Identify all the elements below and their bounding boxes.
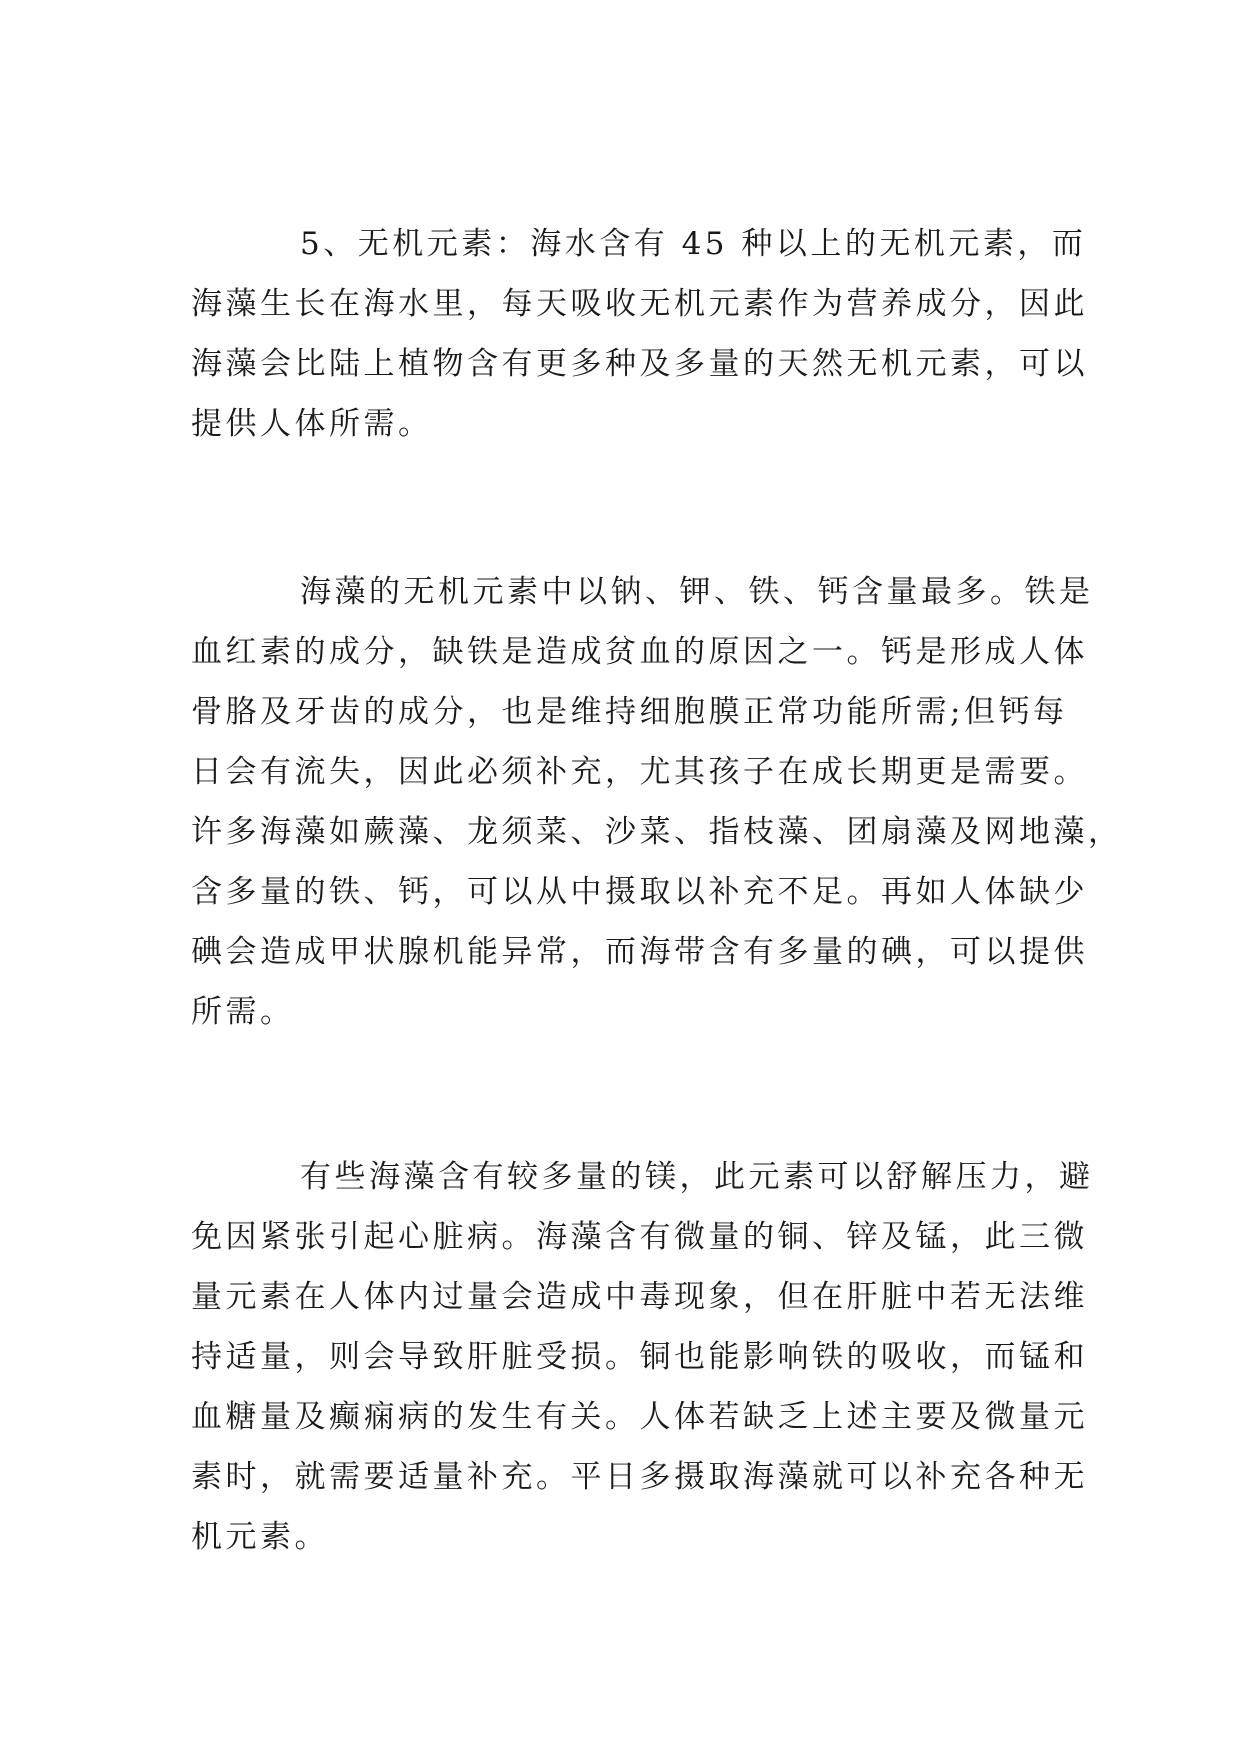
paragraph-line: 海藻的无机元素中以钠、钾、铁、钙含量最多。铁是 xyxy=(300,574,1094,610)
paragraph-line: 持适量，则会导致肝脏受损。铜也能影响铁的吸收，而锰和 xyxy=(191,1339,1088,1375)
paragraph-line: 量元素在人体内过量会造成中毒现象，但在肝脏中若无法维 xyxy=(191,1279,1088,1315)
paragraph-line: 海藻生长在海水里，每天吸收无机元素作为营养成分，因此 xyxy=(191,286,1088,322)
paragraph-line: 5、无机元素：海水含有 45 种以上的无机元素，而 xyxy=(300,226,1087,262)
paragraph-line: 血红素的成分，缺铁是造成贫血的原因之一。钙是形成人体 xyxy=(191,634,1088,670)
paragraph-line: 海藻会比陆上植物含有更多种及多量的天然无机元素，可以 xyxy=(191,346,1088,382)
paragraph-line: 许多海藻如蕨藻、龙须菜、沙菜、指枝藻、团扇藻及网地藻， xyxy=(191,814,1123,850)
paragraph-line: 血糖量及癫痫病的发生有关。人体若缺乏上述主要及微量元 xyxy=(191,1399,1088,1435)
paragraph-line: 有些海藻含有较多量的镁，此元素可以舒解压力，避 xyxy=(300,1159,1094,1195)
paragraph-line: 碘会造成甲状腺机能异常，而海带含有多量的碘，可以提供 xyxy=(191,934,1088,970)
paragraph-line: 机元素。 xyxy=(191,1519,329,1555)
paragraph-line: 日会有流失，因此必须补充，尤其孩子在成长期更是需要。 xyxy=(191,754,1088,790)
paragraph-line: 骨胳及牙齿的成分，也是维持细胞膜正常功能所需;但钙每 xyxy=(191,694,1068,730)
paragraph-line: 含多量的铁、钙，可以从中摄取以补充不足。再如人体缺少 xyxy=(191,874,1088,910)
paragraph-line: 提供人体所需。 xyxy=(191,406,433,442)
paragraph-line: 素时，就需要适量补充。平日多摄取海藻就可以补充各种无 xyxy=(191,1459,1088,1495)
paragraph-line: 所需。 xyxy=(191,994,295,1030)
paragraph-inorganic-elements xyxy=(191,214,1088,454)
paragraph-magnesium-trace-elements xyxy=(191,1147,1094,1567)
paragraph-sodium-potassium-iron-calcium xyxy=(191,562,1123,1042)
paragraph-line: 免因紧张引起心脏病。海藻含有微量的铜、锌及锰，此三微 xyxy=(191,1219,1088,1255)
